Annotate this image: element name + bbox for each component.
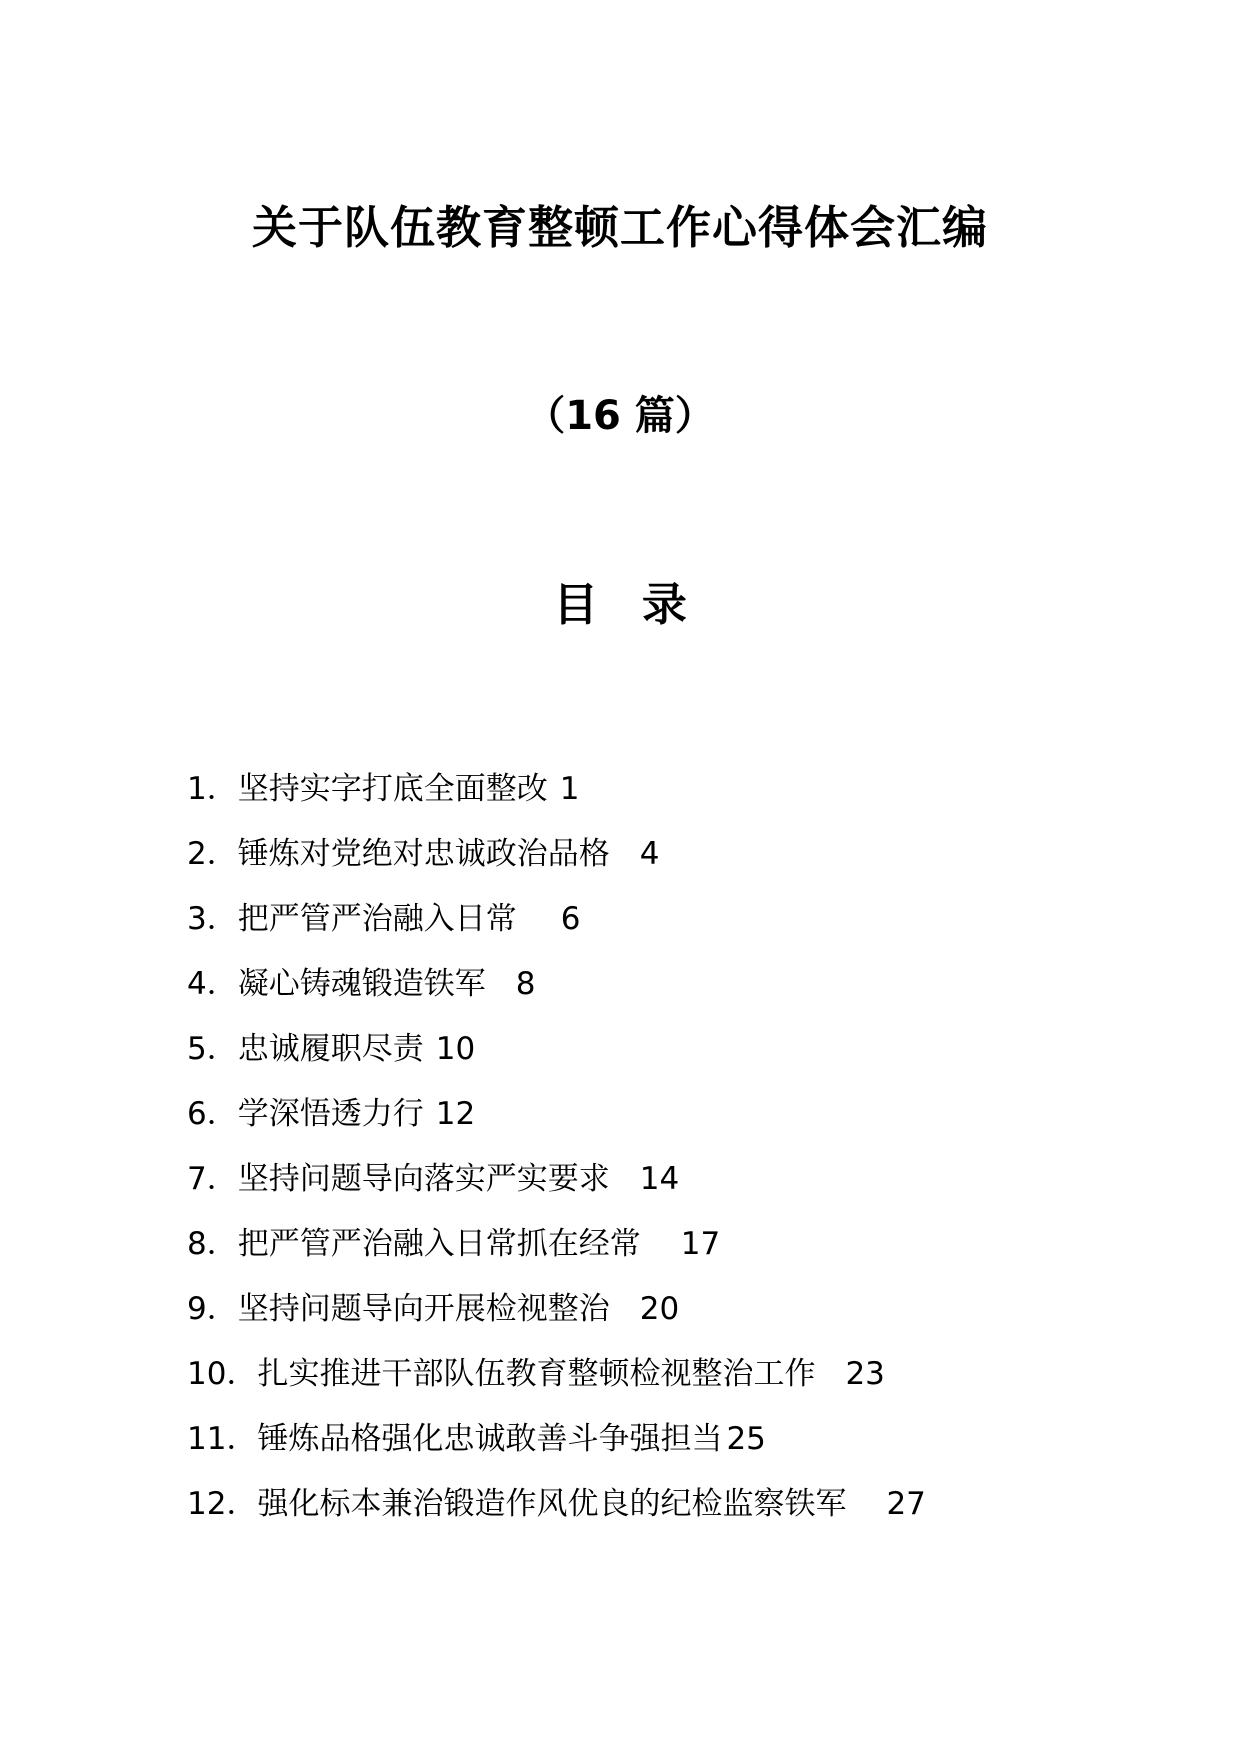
toc-item-title: 坚持问题导向开展检视整治	[237, 1291, 610, 1327]
toc-item-page-number: 6	[560, 901, 581, 937]
toc-item-separator: ．	[206, 966, 238, 1002]
toc-item[interactable]	[187, 887, 1087, 952]
toc-item-separator: ．	[226, 1421, 258, 1457]
toc-item[interactable]	[187, 1147, 1087, 1212]
toc-item-number: 12	[187, 1486, 227, 1522]
toc-item-separator: ．	[206, 836, 238, 872]
toc-item-page-number: 23	[845, 1356, 885, 1392]
toc-item-number: 1	[187, 771, 207, 807]
toc-item-title: 扎实推进干部队伍教育整顿检视整治工作	[257, 1356, 816, 1392]
toc-item[interactable]	[187, 822, 1087, 887]
toc-item-title: 坚持实字打底全面整改	[237, 771, 548, 807]
toc-heading: 目 录	[553, 578, 701, 631]
toc-item-title: 锤炼对党绝对忠诚政治品格	[237, 836, 610, 872]
toc-item-separator: ．	[206, 901, 238, 937]
toc-item[interactable]	[187, 1017, 1087, 1082]
toc-item-page-number: 10	[435, 1031, 476, 1067]
toc-item-title: 忠诚履职尽责	[237, 1031, 424, 1067]
toc-item-number: 10	[187, 1356, 227, 1392]
toc-item[interactable]	[187, 1407, 1087, 1472]
toc-item-separator: ．	[206, 1161, 238, 1197]
toc-item-page-number: 27	[886, 1486, 926, 1522]
toc-item-number: 3	[187, 901, 207, 937]
toc-item-separator: ．	[226, 1356, 258, 1392]
toc-item-separator: ．	[206, 1226, 238, 1262]
toc-item-page-number: 1	[559, 771, 580, 807]
toc-item[interactable]	[187, 1082, 1087, 1147]
toc-item-title: 把严管严治融入日常抓在经常	[237, 1226, 641, 1262]
toc-item-separator: ．	[226, 1486, 258, 1522]
toc-item[interactable]	[187, 1472, 1087, 1537]
toc-item-title: 坚持问题导向落实严实要求	[237, 1161, 610, 1197]
toc-item-number: 7	[187, 1161, 207, 1197]
toc-item-separator: ．	[206, 771, 238, 807]
toc-item-title: 学深悟透力行	[237, 1096, 424, 1132]
toc-item-title: 锤炼品格强化忠诚敢善斗争强担当	[257, 1421, 723, 1457]
toc-item-number: 11	[187, 1421, 227, 1457]
toc-item-separator: ．	[206, 1291, 238, 1327]
document-subtitle: （16 篇）	[525, 393, 715, 439]
toc-item[interactable]	[187, 1212, 1087, 1277]
toc-item-page-number: 14	[639, 1161, 680, 1197]
toc-item-page-number: 20	[639, 1291, 680, 1327]
toc-item-number: 8	[187, 1226, 207, 1262]
toc-item[interactable]	[187, 757, 1087, 822]
toc-item-page-number: 4	[639, 836, 660, 872]
toc-item-number: 9	[187, 1291, 207, 1327]
toc-item-title: 把严管严治融入日常	[237, 901, 517, 937]
toc-item[interactable]	[187, 952, 1087, 1017]
toc-item-separator: ．	[206, 1096, 238, 1132]
toc-item-number: 2	[187, 836, 207, 872]
toc-item-number: 5	[187, 1031, 207, 1067]
toc-item-number: 6	[187, 1096, 207, 1132]
toc-item-number: 4	[187, 966, 207, 1002]
toc-item-title: 凝心铸魂锻造铁军	[237, 966, 486, 1002]
toc-item[interactable]	[187, 1342, 1087, 1407]
toc-item-title: 强化标本兼治锻造作风优良的纪检监察铁军	[257, 1486, 847, 1522]
toc-item[interactable]	[187, 1277, 1087, 1342]
toc-item-page-number: 12	[435, 1096, 476, 1132]
document-title: 关于队伍教育整顿工作心得体会汇编	[251, 201, 988, 254]
toc-item-page-number: 8	[515, 966, 536, 1002]
table-of-contents	[187, 757, 1087, 1537]
toc-item-page-number: 17	[680, 1226, 721, 1262]
toc-item-page-number: 25	[726, 1421, 766, 1457]
toc-item-separator: ．	[206, 1031, 238, 1067]
